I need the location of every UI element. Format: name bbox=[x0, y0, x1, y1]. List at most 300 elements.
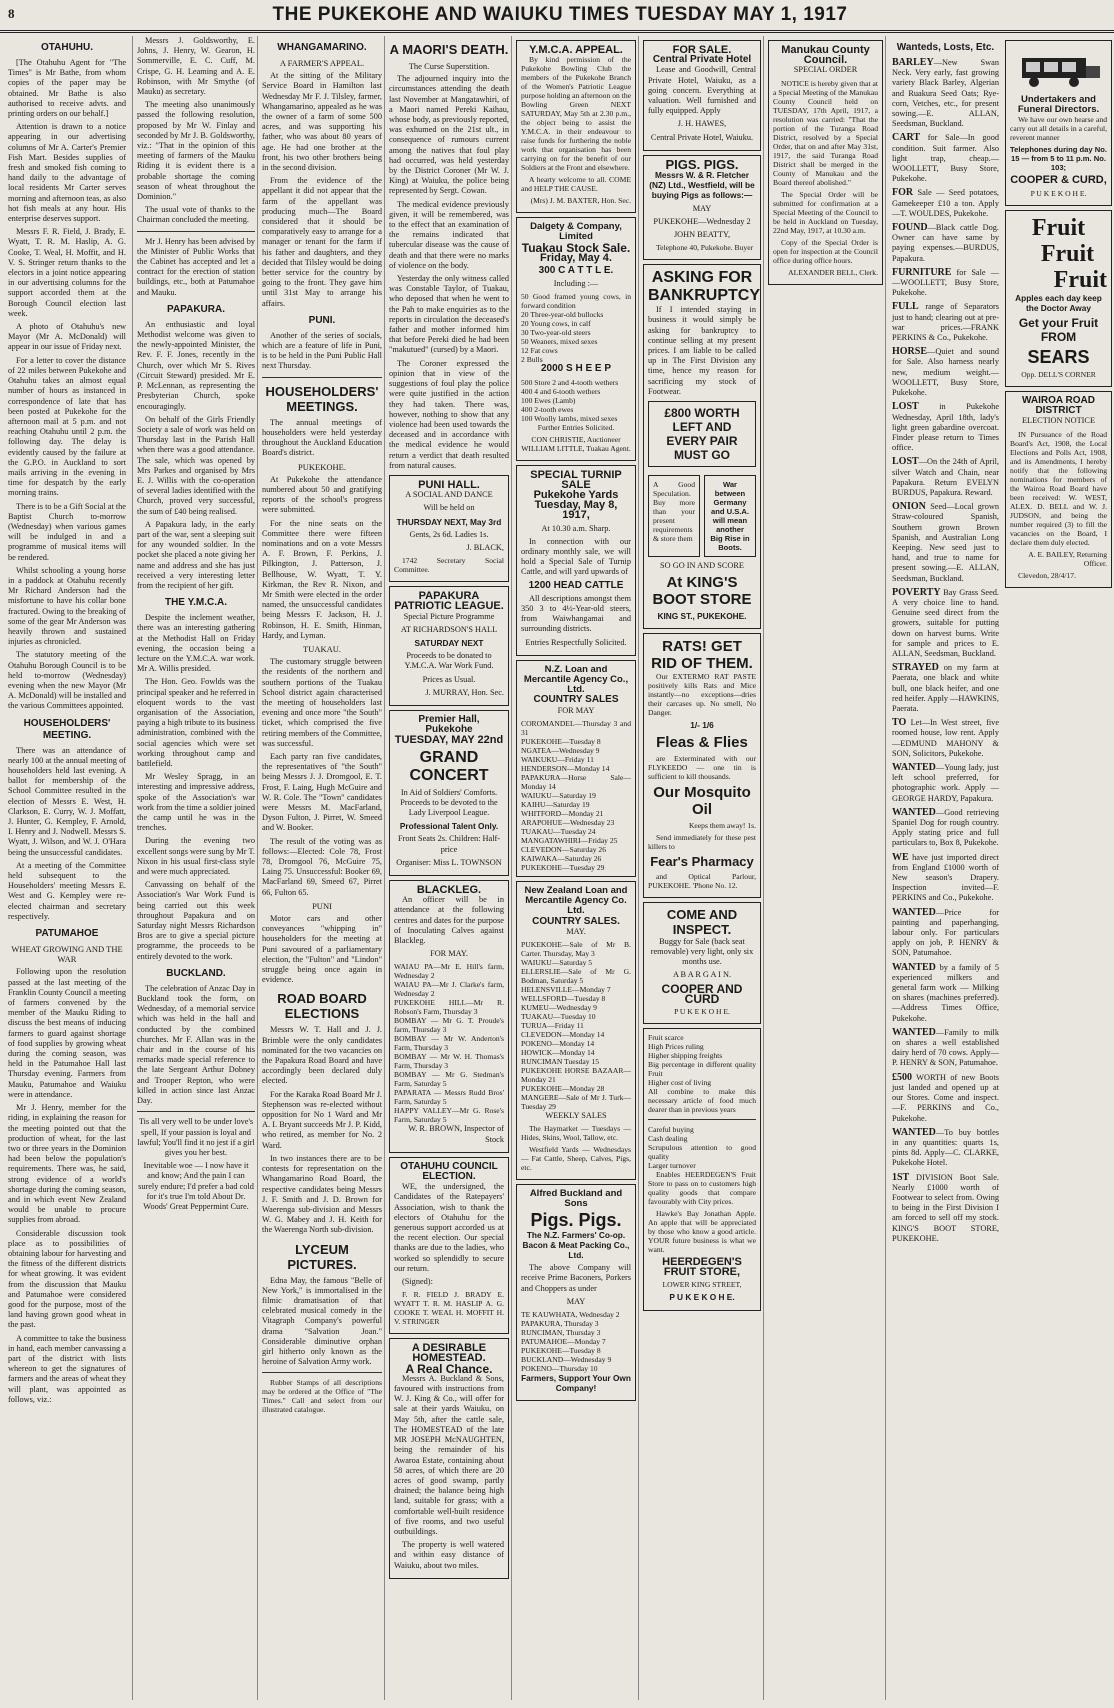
classified-item bbox=[892, 1073, 999, 1124]
ad-homestead bbox=[389, 1338, 509, 1578]
fruit-list bbox=[648, 1033, 756, 1114]
page-number: 8 bbox=[8, 6, 15, 21]
ad-text: Copy of the Special Order is open for inspection at the Council office during office hours. bbox=[773, 237, 878, 265]
paragraph: Another of the series of socials, which are a feature of life in Puni, is to be held in the Puni Public Hall next Thursday. bbox=[262, 330, 382, 371]
ad-text: Send immediately for these pest killers to bbox=[648, 832, 756, 851]
ad-text: Fear's Pharmacy bbox=[650, 853, 754, 869]
list-item: RUNCIMAN Tuesday 15 bbox=[521, 1056, 600, 1066]
divider bbox=[262, 377, 382, 378]
paragraph: In two instances there are to be contests for representation on the Whangamarino Road Board, the respective candidates being Messrs J. F. Smith and J. D. Brown for Waerenga sub-division and Messrs W. G. Mabey and J. H. Keith for the Waerenga North sub-division. bbox=[262, 1153, 382, 1235]
ad-buggy bbox=[643, 902, 761, 1024]
heading-ymca: THE Y.M.C.A. bbox=[164, 597, 228, 609]
column-5 bbox=[511, 36, 636, 1700]
ad-text: TUESDAY, MAY 22nd bbox=[394, 734, 504, 747]
ad-text: Tuesday, May 8, 1917, bbox=[534, 499, 618, 522]
paragraph: Rubber Stamps of all descriptions may be ordered at the Office of "The Times." Call and select from our illustrated catalogue. bbox=[262, 1378, 382, 1415]
paragraph: A photo of Otahuhu's new Mayor (Mr A. McDonald) will appear in our issue of Friday next. bbox=[8, 322, 126, 352]
ad-wairoa bbox=[1005, 391, 1112, 588]
ad-heading: Premier Hall, Pukekohe bbox=[418, 713, 480, 736]
ad-text: Central Private Hotel, Waiuku. bbox=[650, 132, 754, 142]
list-item: 50 Weaners, mixed sexes bbox=[521, 337, 598, 347]
divider bbox=[137, 231, 255, 232]
list-item: KAIHU—Saturday 19 bbox=[521, 799, 590, 809]
classified-item bbox=[892, 1028, 999, 1069]
classified-item bbox=[892, 188, 999, 219]
list-item: POKENO—Monday 14 bbox=[521, 1038, 595, 1048]
ad-text: MAY bbox=[692, 203, 712, 213]
ad-text: WEEKLY SALES bbox=[545, 1110, 607, 1120]
ad-text: SPECIAL ORDER bbox=[793, 65, 858, 75]
paragraph: There is to be a Gift Social at the Baptist Church to-morrow (Wednesday) when various games will be indulged in and a programme of musical items will be rendered. bbox=[8, 501, 126, 562]
ad-heading: ASKING FOR BANKRUPTCY bbox=[648, 269, 760, 305]
list-item: Scrupulous attention to good quality bbox=[648, 1142, 756, 1161]
classified-caption: STRAYED bbox=[892, 662, 939, 674]
ad-text: PUKEKOHE—Wednesday 2 bbox=[653, 216, 751, 226]
column-2 bbox=[132, 36, 255, 1700]
ad-price: 1/- 1/6 bbox=[690, 720, 714, 731]
ad-heading: Undertakers and Funeral Directors. bbox=[1017, 94, 1100, 116]
heading-buckland: BUCKLAND. bbox=[166, 967, 226, 979]
subheading: PUKEKOHE. bbox=[298, 461, 346, 472]
paragraph: Yesterday the only witness called was Constable Taylor, of Tuakau, who deposed that when he went to the Pah to make enquiries as to the reports in circulation the deceased's father and mother informed him that before Pereki died he had been "makutued" (cursed) by a Maori. bbox=[389, 274, 509, 355]
list-item: BUCKLAND—Wednesday 9 bbox=[521, 1354, 612, 1364]
paragraph: Whilst schooling a young horse in a paddock at Otahuhu recently Mr Richard Anderson had the misfortune to have his collar bone fractured. Owing to the breaking of some of the gear Mr Anderson was heavily thrown and sustained injuries as chronicled. bbox=[8, 565, 126, 647]
ad-text: The Special Order will be submitted for confirmation at a Special Meeting of the Council to be held in Auckland on Tuesday, 22nd May, 1917, at 10.30 a.m. bbox=[773, 189, 878, 235]
ad-subheading: Pigs. Pigs. bbox=[530, 1209, 622, 1230]
ad-text: (Mrs) J. M. BAXTER, Hon. Sec. bbox=[530, 196, 631, 206]
list-item: 500 Store 2 and 4-tooth wethers bbox=[521, 377, 619, 387]
ad-patriotic-league bbox=[389, 586, 509, 706]
ad-text: 300 C A T T L E. bbox=[538, 265, 614, 277]
ad-pigs-buckland bbox=[516, 1184, 636, 1401]
paragraph: Despite the inclement weather, there was an interesting gathering at the Methodist Hall on Friday evening, the occasion being a lecture on the Y.M.C.A. war work. Mr A. Willis presided. bbox=[137, 613, 255, 674]
ad-heading: BLACKLEG. bbox=[416, 884, 482, 896]
ad-text: Messrs W. & R. Fletcher (NZ) Ltd., Westfield, will be buying Pigs as follows:— bbox=[649, 170, 755, 201]
ad-highlight: £800 WORTH LEFT AND EVERY PAIR MUST GO bbox=[648, 401, 756, 467]
list-item: TUAKAU—Tuesday 10 bbox=[521, 1011, 596, 1021]
ad-text: P U K E K O H E. bbox=[674, 1006, 730, 1016]
ad-text: Special Picture Programme bbox=[403, 611, 495, 621]
classified-item bbox=[892, 402, 999, 453]
ad-text: Gents, 2s 6d. Ladies 1s. bbox=[409, 529, 489, 539]
classified-caption: WANTED bbox=[892, 806, 936, 818]
paragraph: Following upon the resolution passed at the last meeting of the Franklin County Council a meeting of farmers convened by the member of the Mauku Riding to discuss the best means of inducing farmers to guard against shortage of food supplies by growing wheat during the coming season, was held in the Patumahoe Hall last Thursday evening. Farmers from Mauku, Patumahoe and Waiuku were in attendance. bbox=[8, 967, 126, 1099]
divider bbox=[262, 1372, 382, 1373]
ad-text: SATURDAY NEXT bbox=[414, 637, 484, 648]
list-item: WELLSFORD—Tuesday 8 bbox=[521, 993, 606, 1003]
ad-nz-loan-country-sales bbox=[516, 881, 636, 1180]
ad-heading: Alfred Buckland and Sons bbox=[529, 1188, 623, 1210]
classified-list bbox=[892, 58, 999, 1244]
classified-caption: WANTED bbox=[892, 762, 936, 773]
ad-heading: N.Z. Loan and Mercantile Agency Co., Ltd. bbox=[523, 663, 629, 696]
paragraph: The customary struggle between the residents of the northern and southern portions of the Tuakau School district again characterised the meeting of householders last evening and once more "the South" ticket, which comprised the five retiring members of the Committee, was successful. bbox=[262, 657, 382, 748]
paragraph: Messrs W. T. Hall and J. J. Brimble were the only candidates nominated for the two vacancies on the Papakura Road Board and have accordingly been declared duly elected. bbox=[262, 1025, 382, 1086]
list-item: PAPAKURA—Horse Sale—Monday 14 bbox=[521, 772, 631, 791]
ad-text: 1742 Secretary Social Committee. bbox=[394, 556, 504, 575]
paragraph: Edna May, the famous "Belle of New York," is immortalised in the filmic dramatisation of that celebrated musical comedy in the Vitagraph Company's powerful drama "Salvation Joan." Considerable diminutive orphan girl hitherto only known as the heroine of Salvation Army work. bbox=[262, 1275, 382, 1367]
ad-text: Get your Fruit FROM bbox=[1018, 316, 1099, 345]
ad-text: Including :— bbox=[553, 279, 599, 289]
classified-item bbox=[892, 663, 999, 714]
ad-text: All descriptions amongst them 350 3 to 4½-Year-old steers, from Waiwhangamai and surrounding districts. bbox=[521, 593, 631, 634]
classified-caption: 1ST bbox=[892, 1171, 910, 1183]
ad-heading: PAPAKURA PATRIOTIC LEAGUE. bbox=[394, 590, 504, 613]
paragraph: From the evidence of the appellant it did not appear that the farm of the appellant was producing much—The Board considered that it should be comparatively easy to arrange for a manager or tenant for the farm if his father and daughters, and they decided that Tilsley would be doing better service for the country by going to the front. They gave him until 31st May to arrange his affairs. bbox=[262, 176, 382, 308]
ad-ymca-appeal bbox=[516, 40, 636, 213]
paragraph: A Papakura lady, in the early part of the war, sent a sleeping suit for any wounded soldier. In the pocket she placed a note giving her name and address and she has just received a very interesting letter from the recipient of her gift. bbox=[137, 519, 255, 590]
paragraph: The statutory meeting of the Otahuhu Borough Council is to be held to-morrow (Wednesday) evening when the new Mayor (Mr A. McDonald) will be installed and the various Committees appointed. bbox=[8, 650, 126, 711]
ad-subheading: A Real Chance. bbox=[405, 1361, 493, 1376]
paragraph: For a letter to cover the distance of 22 miles between Pukekohe and Otahuhu takes an almost equal number of hours as instanced in correspondence of late that has been posted at Pukekohe for the afternoon mail at 5 p.m. and not reaching Otahuhu until 2 p.m. the following day. The delay is evidently caused by the failure at the G.P.O. in Auckland to sort mails arriving in the evening in time for despatch by the early morning trains. bbox=[8, 355, 126, 498]
ad-text: Hawke's Bay Jonathan Apple. An apple that will be appreciated by those who know a good article. YOUR future business is what we want. bbox=[648, 1208, 756, 1254]
ad-bankruptcy bbox=[643, 264, 761, 629]
column-8 bbox=[885, 36, 1112, 1700]
list-item: Cash dealing bbox=[648, 1133, 688, 1143]
list-item: HOWICK—Monday 14 bbox=[521, 1047, 595, 1057]
list-item: PUKEKOHE—Tuesday 8 bbox=[521, 1345, 601, 1355]
ad-text: Enables HEERDEGEN'S Fruit Store to pass on to customers high quality goods that compare favourably with City prices. bbox=[648, 1169, 756, 1206]
ad-text: At 10.30 a.m. Sharp. bbox=[541, 523, 611, 533]
list-item: PATUMAHOE—Monday 7 bbox=[521, 1336, 606, 1346]
list-item: 2 Bulls bbox=[521, 355, 543, 365]
ad-text: Friday, May 4. bbox=[540, 251, 612, 264]
classified-item bbox=[892, 963, 999, 1024]
ad-text: Front Seats 2s. Children: Half-price bbox=[397, 834, 501, 854]
ad-text: FOR MAY bbox=[557, 705, 595, 715]
paragraph: An enthusiastic and loyal Methodist welcome was given to the newly-appointed Minister, the Rev. F. F. Jones, recently in the Church, over which Mr S. Rives (Circuit Steward) presided. Mr E. P. McLennan, as representing the Presbyterian Church, spoke encouragingly. bbox=[137, 319, 255, 411]
list-item: 400 2-tooth ewes bbox=[521, 404, 574, 414]
classified-caption: FOR bbox=[892, 187, 914, 199]
list-item: BOMBAY — Mr G. Stedman's Farm, Saturday 5 bbox=[394, 1070, 504, 1089]
subheading: TUAKAU. bbox=[302, 643, 341, 654]
list-item: WHITFORD—Monday 21 bbox=[521, 808, 604, 818]
paragraph: The Coroner expressed the opinion that in view of the suggestions of foul play the police were quite justified in the action they had taken. There was, however, nothing to show that any violence had been used towards the deceased and in accordance with the medical evidence he would return a verdict that death resulted from natural causes. bbox=[389, 358, 509, 470]
classified-item bbox=[892, 763, 999, 804]
sheep-list bbox=[521, 378, 631, 423]
ad-subheading: Tuakau Stock Sale. bbox=[521, 240, 631, 255]
ad-text: ALEXANDER BELL, Clerk. bbox=[788, 267, 878, 277]
paragraph: A committee to take the business in hand, each member canvassing a part of the district with lists whereon to get the signatures of farmers and the areas of wheat they will plant, was appointed as follows, viz.: bbox=[8, 1333, 126, 1404]
ad-text: We have our own hearse and carry out all details in a careful, reverent manner bbox=[1010, 115, 1107, 143]
list-item: PUKEKOHE—Monday 28 bbox=[521, 1083, 605, 1093]
ad-text: Buggy for Sale (back seat removable) very light, only six months use. bbox=[650, 936, 754, 967]
list-item: 50 Good framed young cows, in forward condition bbox=[521, 292, 631, 311]
ad-text: J. H. HAWES, bbox=[677, 119, 727, 129]
ad-text: (Signed): bbox=[402, 1277, 433, 1287]
list-item: MANGERE—Sale of Mr J. Turk—Tuesday 29 bbox=[521, 1092, 631, 1111]
fruit-word: Fruit bbox=[1053, 266, 1107, 293]
classified-item bbox=[892, 588, 999, 659]
ad-text: Telephone 40, Pukekohe. Buyer bbox=[656, 243, 754, 253]
ad-hotel-sale bbox=[643, 40, 761, 151]
classified-text: —Black cattle Dog. Owner can have same by paying expenses.—BURDUS, Papakura. bbox=[892, 223, 999, 263]
ad-text: MAY bbox=[566, 1296, 586, 1306]
classified-caption: WANTED bbox=[892, 1026, 936, 1038]
ad-nz-loan-sales bbox=[516, 660, 636, 877]
list-item: PAPAKURA, Thursday 3 bbox=[521, 1318, 599, 1328]
ad-heading: PIGS. PIGS. bbox=[665, 156, 739, 172]
list-item: KUMEU—Wednesday 9 bbox=[521, 1002, 597, 1012]
paragraph: Attention is drawn to a notice appearing in our advertising columns of Mr A. Carter's Premier Fish Mart. Besides supplies of fresh and smoked fish coming to hand daily to the advantage of local residents Mr Carter serves morning and afternoon teas, as also hot fish meals at any hour. His enterprise deserves support. bbox=[8, 122, 126, 224]
classified-caption: POVERTY bbox=[892, 586, 941, 598]
fruit-word: Fruit bbox=[1031, 214, 1086, 241]
ad-blackleg bbox=[389, 880, 509, 1153]
classified-text: Sale — Seed potatoes, Gamekeeper £10 a ton. Apply—T. WOULDES, Pukekohe. bbox=[892, 188, 999, 218]
ad-heading: Y.M.C.A. APPEAL. bbox=[529, 44, 623, 56]
list-item: WAIAU PA—Mr E. Hill's farm, Wednesday 2 bbox=[394, 962, 504, 981]
heading-papakura: PAPAKURA. bbox=[167, 303, 225, 315]
paragraph: The usual vote of thanks to the Chairman concluded the meeting. bbox=[137, 205, 255, 225]
list-item: WAIAU PA—Mr J. Clarke's farm, Wednesday 2 bbox=[394, 980, 504, 999]
classified-item bbox=[892, 908, 999, 959]
paragraph: On behalf of the Girls Friendly Society a sale of work was held on Thursday last in the Parish Hall when there was a good attendance. The sale, which was opened by Mrs Parkes and organised by Mrs E. J. Willis with the co-operation of several ladies identified with the Church, proved very successful, the sum of £40 being realised. bbox=[137, 414, 255, 516]
list-item: 30 Two-year-old steers bbox=[521, 328, 591, 338]
list-item: ELLERSLIE—Sale of Mr G. Bodman, Saturday 5 bbox=[521, 966, 631, 985]
ad-text: J. BLACK, bbox=[466, 542, 504, 552]
ad-text: Messrs A. Buckland & Sons, favoured with instructions from W. J. King & Co., will offer for sale at their yards Waiuku, on May 5th, after the cattle sale, The HOMESTEAD of the late MR JOSEPH McNAUGHTEN, being the remainder of his Awaroa Estate, containing about 58 acres, of which there are 20 acres of good swamp, partly drained; the balance being high land, suitable for grass; with a comfortable well-built residence of five rooms, and two useful outbuildings. bbox=[394, 1373, 504, 1536]
list-item: 12 Fat cows bbox=[521, 346, 558, 356]
list-item: CLEVEDON—Saturday 26 bbox=[521, 844, 606, 854]
heading-otahuhu: OTAHUHU. bbox=[40, 42, 94, 53]
classified-text: —New Swan Neck. Very early, fast growing variety Black Barley, Algerian and Ruakura Seed Oats; Rye-corn, Vetches, etc., for present sowing.—E. ALLAN, Seedsman, Buckland. bbox=[892, 58, 999, 129]
classified-text: —Quiet and sound for Sale. Also harness nearly new, medium weight.—WOOLLETT, Busy Store, Pukekohe. bbox=[892, 347, 999, 398]
ad-rats bbox=[643, 633, 761, 897]
ad-text: GRAND CONCERT bbox=[409, 748, 489, 784]
classified-item bbox=[892, 718, 999, 759]
list-item: BOMBAY — Mr W. Anderton's Farm, Thursday 3 bbox=[394, 1034, 504, 1053]
ad-text: THURSDAY NEXT, May 3rd bbox=[396, 516, 502, 527]
classified-text: Seed—Local grown Straw-coloured Spanish, Southern grown Brown Spanish, and Australian Long Keeping. New seed just to hand, and true to name for present sowing.—E. ALLAN, Seedsman, Buckland. bbox=[892, 502, 999, 583]
classified-text: Let—In West street, five roomed house, low rent. Apply—EDMUND MAHONY & SON, Solicitors, Pukekohe. bbox=[892, 718, 999, 758]
ad-text: By kind permission of the Pukekohe Bowling Club the members of the Pukekohe Branch of the Women's Patriotic League purpose holding an afternoon on the Bowling Green NEXT SATURDAY, May 5th at 2.30 p.m., the object being to assist the Y.M.C.A. in their endeavour to raise funds for furthering the noble work that organisation has been carrying on for the benefit of our Soldiers at the Front and elsewhere. bbox=[521, 55, 631, 173]
ad-text: Keeps them away! 1s. bbox=[688, 820, 756, 830]
paragraph: Considerable discussion took place as to possibilities of obtaining labour for harvesting and the fitness of the different districts for wheat growing. It was evident from the discussion that Mauku and Patumahoe were considered good for the purpose, most of the land having grown good wheat in the past. bbox=[8, 1228, 126, 1330]
classified-text: WORTH of new Boots just landed and opened up at our Stores. Come and inspect.—F. PERKINS and Co., Pukekohe. bbox=[892, 1072, 999, 1123]
classified-item bbox=[892, 502, 999, 584]
paragraph: For the Karaka Road Board Mr J. Stephenson was re-elected without opposition for No 1 Ward and Mr A. I. Bryant succeeds Mr J. P. Kidd, who retired, as member for No. 2 Ward. bbox=[262, 1089, 382, 1150]
heading-patumahoe: PATUMAHOE bbox=[35, 928, 99, 940]
ad-text: At KING'S BOOT STORE bbox=[652, 574, 752, 609]
list-item: Fruit scarce bbox=[648, 1032, 684, 1042]
classified-item bbox=[892, 457, 999, 498]
classified-caption: FULL bbox=[892, 301, 919, 313]
ad-text: NOTICE is hereby given that at a Special Meeting of the Manukau County Council held on TUESDAY, 17th April, 1917, a resolution was carried: "That the portion of the Turanga Road District, resolved by a Special Order, that on and after May 31st, 1917, the said Turanga Road District shall be merged in the County of Manukau and the Board thereof abolished." bbox=[773, 78, 878, 187]
paragraph: The medical evidence previously given, it will be remembered, was to the effect that an examination of the remains indicated that tubercular disease was the cause of death and that there were no marks of violence on the body. bbox=[389, 199, 509, 270]
list-item: CLEVEDON—Monday 14 bbox=[521, 1029, 605, 1039]
list-item: HAPPY VALLEY—Mr G. Rose's Farm, Saturday 5 bbox=[394, 1106, 504, 1125]
classified-text: have just imported direct from England £1000 worth of New season's Drapery. Inspection invited—F. PERKINS and Co., Pukekohe. bbox=[892, 852, 999, 903]
pig-list bbox=[521, 1310, 631, 1373]
classified-item bbox=[892, 302, 999, 343]
heading-householders-meetings: HOUSEHOLDERS' MEETINGS. bbox=[265, 383, 379, 414]
paragraph: For the nine seats on the Committee there were fifteen nominations and on a vote Messrs A. F. Brown, F. Perkins, J. Pilkington, J. Patterson, J. Bellhouse, W. Wyatt, T. Y. Kirkman, the Rev R. Nixon, and Mr Smith were elected in the order named, the unsuccessful candidates being Messrs F. Jackson, H. J. Robinson, H. E. Smith, Hinman, Hardy, and Lyman. bbox=[262, 518, 382, 640]
ad-text: P U K E K O H E. bbox=[669, 1292, 735, 1303]
list-item: KAIWAKA—Saturday 26 bbox=[521, 853, 602, 863]
classified-item bbox=[892, 1173, 999, 1244]
ad-turnip-sale bbox=[516, 465, 636, 656]
ad-grid bbox=[648, 471, 756, 561]
ad-sears-fruit bbox=[1005, 210, 1112, 387]
classified-text: —Good retrieving Spaniel Dog for rough country. Apply stating price and full particulars to, Box 8, Pukekohe. bbox=[892, 807, 999, 848]
classified-item bbox=[892, 853, 999, 904]
ad-text: Proceeds to be donated to Y.M.C.A. War Work Fund. bbox=[404, 651, 494, 671]
classified-item bbox=[892, 133, 999, 184]
subheading: PUNI bbox=[312, 900, 332, 911]
classified-caption: WANTED bbox=[892, 906, 936, 918]
classified-item bbox=[892, 223, 999, 264]
ad-fruit-store bbox=[643, 1028, 761, 1311]
ad-text: Opp. DELL'S CORNER bbox=[1021, 370, 1096, 380]
ad-text: Entries Respectfully Solicited. bbox=[525, 637, 627, 647]
hearse-icon bbox=[1010, 49, 1107, 91]
divider bbox=[648, 1119, 756, 1120]
ad-text: JOHN BEATTY, bbox=[673, 230, 731, 240]
ad-text: J. MURRAY, Hon. Sec. bbox=[425, 687, 504, 697]
ad-text: are Exterminated with our FLYKEEDO — one tin is sufficient to kill thousands. bbox=[648, 753, 756, 781]
ad-text: Farmers, Support Your Own Company! bbox=[521, 1372, 631, 1394]
heading-householders: HOUSEHOLDERS' MEETING. bbox=[23, 717, 111, 741]
verse: Inevitable woe — I now have it and know; And the pain I can surely endure; I'd prefer a bad cold for it's true I'm told About Dr. Woods' Great Peppermint Cure. bbox=[138, 1161, 254, 1211]
paragraph: Mr J. Henry, member for the riding, in explaining the reason for the meeting pointed out that the production of wheat, for the last two or three years in the Dominion had been below the population's requirements. There was, he said, strong evidence of a world's shortage during the coming season, and in which event New Zealand would be unable to procure supplies from abroad. bbox=[8, 1103, 126, 1225]
list-item: BOMBAY — Mr W. H. Thomas's Farm, Thursday 3 bbox=[394, 1052, 504, 1071]
paragraph: During the evening two excellent songs were sung by Mr T. Nixon in his usual first-class style and were much appreciated. bbox=[137, 836, 255, 877]
column-1 bbox=[8, 36, 126, 1700]
paragraph: Each party ran five candidates, the representatives of "the South" being Messrs J. J. Dromgool, E. T. Frost, F. Laing, Hugh McGuire and W. R. Cole. The "Town" candidates were Messrs M. MacFarland, Dyson Fulton, J. Pirret, W. Smeed and W. Booker. bbox=[262, 751, 382, 833]
ad-text: W. R. BROWN, Inspector of Stock bbox=[408, 1124, 504, 1144]
ad-heading: SPECIAL TURNIP SALE bbox=[530, 468, 622, 491]
paragraph: Motor cars and other conveyances "whipping in" householders for the meeting at Puni savoured of a parliamentary election, the "Fulton" and "Lindon" struggle being once again in evidence. bbox=[262, 914, 382, 985]
list-item: PUKEKOHE—Tuesday 29 bbox=[521, 862, 605, 872]
ad-text: A Good Speculation. Buy more than your present requirements & store them bbox=[648, 475, 700, 557]
ad-text: Clevedon, 28/4/17. bbox=[1018, 570, 1077, 580]
column-4 bbox=[384, 36, 509, 1700]
list-item: PUKEKOHE HORSE BAZAAR—Monday 21 bbox=[521, 1065, 631, 1084]
list-item: TURUA—Friday 11 bbox=[521, 1020, 584, 1030]
list-item: Higher cost of living bbox=[648, 1077, 712, 1087]
column-3 bbox=[257, 36, 382, 1700]
ad-text: SO GO IN AND SCORE bbox=[660, 561, 744, 571]
heading-puni: PUNI. bbox=[308, 314, 336, 326]
classified-item bbox=[892, 58, 999, 129]
ad-text: If I intended staying in business it would simply be asking for bankruptcy to continue selling at my present prices. I am liable to be called up in The First Division any time, hence my reason for sacrificing my stock of Footwear. bbox=[648, 305, 756, 396]
ad-heading: A DESIRABLE HOMESTEAD. bbox=[411, 1342, 487, 1365]
heading-maori-death: A MAORI'S DEATH. bbox=[389, 42, 509, 57]
ad-otahuhu-election bbox=[389, 1157, 509, 1334]
classified-caption: WANTED bbox=[892, 1126, 936, 1138]
classified-item bbox=[892, 1128, 999, 1169]
ad-heading: WAIROA ROAD DISTRICT bbox=[1022, 395, 1095, 417]
ad-text: LOWER KING STREET, bbox=[662, 1280, 742, 1290]
classified-caption: BARLEY bbox=[892, 57, 934, 68]
ad-text: Apples each day keep the Doctor Away bbox=[1015, 292, 1102, 313]
ad-heading: FOR SALE. bbox=[672, 44, 732, 56]
paragraph: At a meeting of the Committee held subsequent to the Householders' meeting Messrs E. West and G. Kempley were re-elected chairman and secretary respectively. bbox=[8, 860, 126, 921]
classified-text: —Family to milk on shares a well established dairy herd of 70 cows. Apply—P. HENRY & SON, Patumahoe. bbox=[892, 1027, 999, 1068]
right-ads bbox=[1005, 36, 1112, 1248]
list-item: COROMANDEL—Thursday 3 and 31 bbox=[521, 718, 631, 737]
sales-list bbox=[521, 940, 631, 1111]
list-item: POKENO—Thursday 10 bbox=[521, 1363, 598, 1373]
ad-text: ELECTION NOTICE bbox=[1021, 416, 1096, 426]
list-item: Careful buying bbox=[648, 1124, 694, 1134]
ad-text: War between Germany and U.S.A. will mean another Big Rise in Boots. bbox=[704, 475, 756, 557]
ad-text: Organiser: Miss L. TOWNSON bbox=[396, 857, 502, 867]
list-item: TE KAUWHATA, Wednesday 2 bbox=[521, 1309, 620, 1319]
ad-text: Professional Talent Only. bbox=[399, 821, 499, 832]
ad-text: Lease and Goodwill, Central Private Hotel, Waiuku, as a going concern. Everything at valuation. Well furnished and fully equipped. Apply bbox=[648, 65, 756, 116]
ad-subheading: COUNTRY SALES. bbox=[532, 915, 620, 927]
classified-text: by a family of 5 experienced milkers and general farm work — Milking on shares (machines preferred).—Address Times Office, Pukekohe. bbox=[892, 962, 999, 1023]
ad-text: CON CHRISTIE, Auctioneer WILLIAM LITTLE, Tuakau Agent. bbox=[521, 434, 631, 453]
classified-caption: LOST bbox=[892, 401, 919, 413]
cattle-list bbox=[521, 292, 631, 364]
classified-columns bbox=[892, 36, 1112, 1248]
list-item: TUAKAU—Tuesday 24 bbox=[521, 826, 596, 836]
ad-subheading: Pukekohe Yards bbox=[533, 489, 619, 502]
ad-puni-hall bbox=[389, 475, 509, 582]
classified-item bbox=[892, 347, 999, 398]
ad-text: Telephones during day No. 15 — from 5 to 11 p.m. No. 103; bbox=[1010, 145, 1107, 173]
ad-text: MAY. bbox=[566, 926, 586, 936]
ad-text: A. E. BAILEY, Returning Officer. bbox=[1028, 549, 1107, 568]
classified-text: on my farm at Paerata, one black and white bull, one black heifer, and one red heifer. Apply —HAWKINS, Paerata. bbox=[892, 663, 999, 713]
list-item: 20 Three-year-old bullocks bbox=[521, 310, 604, 320]
list-item: RUNCIMAN, Thursday 3 bbox=[521, 1327, 601, 1337]
list-item: Larger turnover bbox=[648, 1160, 696, 1170]
paragraph: The result of the voting was as follows:—Elected: Cole 78, Frost 78, Dromgool 76, McGuire 75, Laing 75. Unsuccessful: Booker 69, MacFarland 69, Smeed 67, Pirret 66, Fulton 65. bbox=[262, 836, 382, 897]
list-item: WAIUKU—Saturday 5 bbox=[521, 957, 593, 967]
ad-heading: RATS! GET RID OF THEM. bbox=[651, 638, 753, 673]
ad-text: HEERDEGEN'S FRUIT STORE, bbox=[662, 1255, 742, 1279]
classified-text: —Price for painting and paperhanging, labour only. For particulars apply on job, P. HENRY & SON, Patumahoe. bbox=[892, 907, 999, 958]
subheading: The Curse Superstition. bbox=[408, 61, 490, 71]
classified-caption: HORSE bbox=[892, 346, 928, 358]
classified-caption: LOST bbox=[892, 456, 919, 468]
list-item: HENDERSON—Monday 14 bbox=[521, 763, 610, 773]
ad-text: Our EXTERMO RAT PASTE positively kills Rats and Mice instantly—no exceptions—dries their carcases up. No smell, No Danger. bbox=[648, 672, 756, 718]
ad-text: Will be held on bbox=[423, 503, 475, 513]
ad-text: A B A R G A I N. bbox=[672, 970, 732, 980]
ad-text: Westfield Yards — Wednesdays — Fat Cattle, Sheep, Calves, Pigs, etc. bbox=[521, 1145, 631, 1173]
ad-subheading: COUNTRY SALES bbox=[533, 694, 619, 706]
list-item: WAIUKU—Saturday 19 bbox=[521, 790, 596, 800]
sales-list bbox=[521, 719, 631, 872]
list-item: ARAPOHUE—Wednesday 23 bbox=[521, 817, 615, 827]
ad-text: The N.Z. Farmers' Co-op. Bacon & Meat Packing Co., Ltd. bbox=[522, 1229, 630, 1260]
list-item: 100 Woolly lambs, mixed sexes bbox=[521, 413, 618, 423]
subheading-wheat: WHEAT GROWING AND THE WAR bbox=[11, 944, 123, 965]
ad-text: A hearty welcome to all. COME and HELP THE CAUSE. bbox=[521, 175, 631, 194]
divider bbox=[137, 1111, 255, 1112]
ad-text: In Aid of Soldiers' Comforts. Proceeds to be devoted to the Lady Liverpool League. bbox=[400, 787, 498, 817]
ad-heading: COME AND INSPECT. bbox=[666, 906, 738, 937]
ad-text: WE, the undersigned, the Candidates of the Ratepayers' Association, wish to thank the electors of Otahuhu for the generous support accorded us at the recent election. Our special thanks are due to the ladies, who worked so splendidly to secure our return. bbox=[394, 1182, 504, 1273]
classified-text: for Sale — —WOOLLETT, Busy Store, Pukekohe. bbox=[892, 267, 999, 298]
ad-pigs-fletcher bbox=[643, 155, 761, 260]
ad-text: Our Mosquito Oil bbox=[653, 783, 751, 818]
classified-text: —To buy bottles in any quantities: quarts 1s, pints 8d. Apply—C. CLARKE, Pukekohe Hotel. bbox=[892, 1127, 999, 1168]
list-item: PUKEKOHE—Tuesday 8 bbox=[521, 736, 601, 746]
paragraph: The celebration of Anzac Day in Buckland took the form, on Wednesday, of a memorial service which was held in the hall and conducted by the combined churches. Mr F. Allan was in the chair and in the course of his remarks made special reference to the late Sergeant Arthur Dobney and Trooper Repton, who were killed in action since last Anzac Day. bbox=[137, 983, 255, 1106]
ad-text: Prices as Usual. bbox=[422, 674, 476, 684]
list-item: NGATEA—Wednesday 9 bbox=[521, 745, 600, 755]
column-6 bbox=[638, 36, 761, 1700]
classified-caption: £500 bbox=[892, 1071, 912, 1083]
ad-heading: PUNI HALL. bbox=[418, 478, 480, 491]
ad-text: F. R. FIELD J. BRADY E. WYATT T. R. M. HASLIP A. G. COOKE T. WEAL H. MOFFIT H. V. STRINGER bbox=[394, 1290, 504, 1327]
classified-text: for Sale—In good condition. Suit farmer. Also light trap, cheap.—WOOLLETT, Busy Store, Pukekohe. bbox=[892, 133, 999, 184]
